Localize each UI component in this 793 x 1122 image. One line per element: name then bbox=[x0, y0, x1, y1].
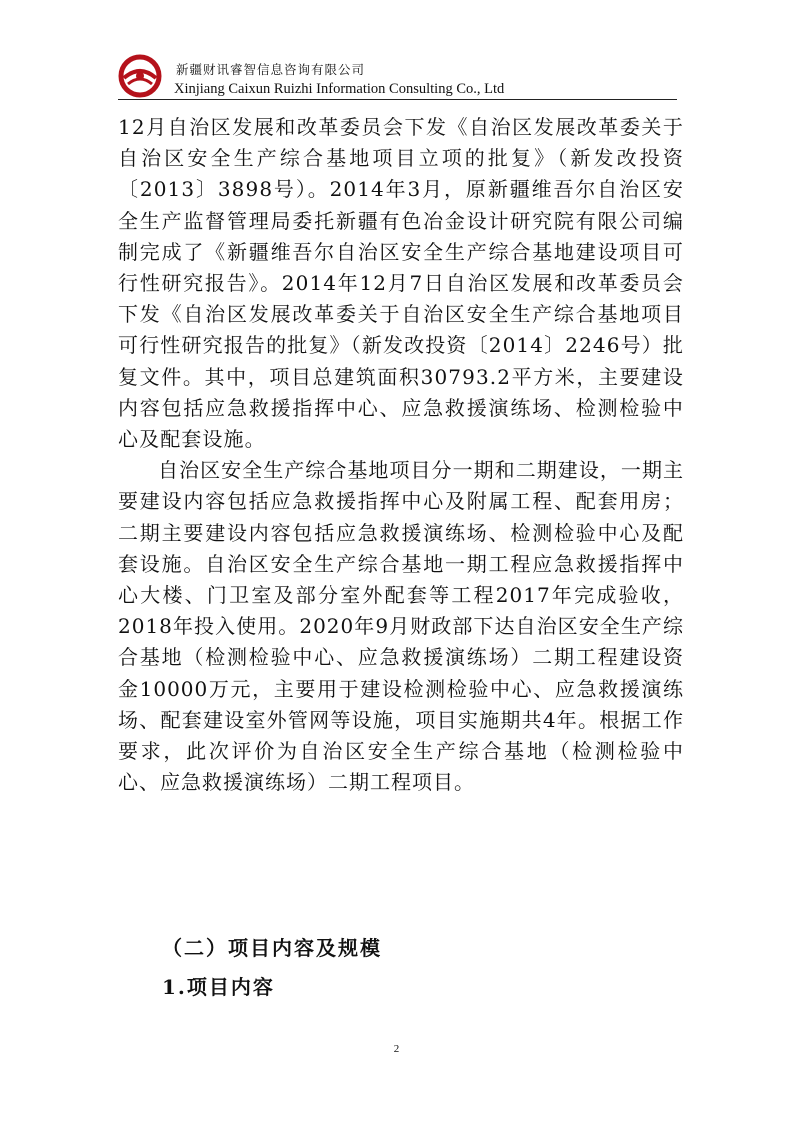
header-divider bbox=[118, 99, 677, 100]
page-number: 2 bbox=[393, 1043, 400, 1055]
page-header bbox=[118, 50, 678, 102]
section-heading: （二）项目内容及规模 bbox=[162, 936, 382, 960]
subsection-heading: 1.项目内容 bbox=[162, 975, 275, 999]
paragraph-approval-history: 12月自治区发展和改革委员会下发《自治区发展改革委关于自治区安全生产综合基地项目立项的批复》（新发改投资〔2013〕3898号）。2014年3月，原新疆维吾尔自治区安全生产监督管理局委托新疆有色冶金设计研究院有限公司编制完成了《新疆维吾尔自治区安全生产综合基地建设项目可行性研究报告》。2014年12月7日自治区发展和改革委员会下发《自治区发展改革委关于自治区安全生产综合基地项目可行性研究报告的批复》（新发改投资〔2014〕2246号）批复文件。其中，项目总建筑面积30793.2平方米，主要建设内容包括应急救援指挥中心、应急救援演练场、检测检验中心及配套设施。 bbox=[118, 115, 684, 452]
paragraph-project-phases: 自治区安全生产综合基地项目分一期和二期建设，一期主要建设内容包括应急救援指挥中心及附属工程、配套用房；二期主要建设内容包括应急救援演练场、检测检验中心及配套设施。自治区安全生产综合基地一期工程应急救援指挥中心大楼、门卫室及部分室外配套等工程2017年完成验收，2018年投入使用。2020年9月财政部下达自治区安全生产综合基地（检测检验中心、应急救援演练场）二期工程建设资金10000万元，主要用于建设检测检验中心、应急救援演练场、配套建设室外管网等设施，项目实施期共4年。根据工作要求，此次评价为自治区安全生产综合基地（检测检验中心、应急救援演练场）二期工程项目。 bbox=[118, 458, 684, 795]
company-logo-icon bbox=[118, 54, 162, 98]
document-body bbox=[118, 112, 684, 798]
company-name-en: Xinjiang Caixun Ruizhi Information Consulting Co., Ltd bbox=[174, 81, 505, 97]
company-name-cn: 新疆财讯睿智信息咨询有限公司 bbox=[176, 62, 366, 77]
